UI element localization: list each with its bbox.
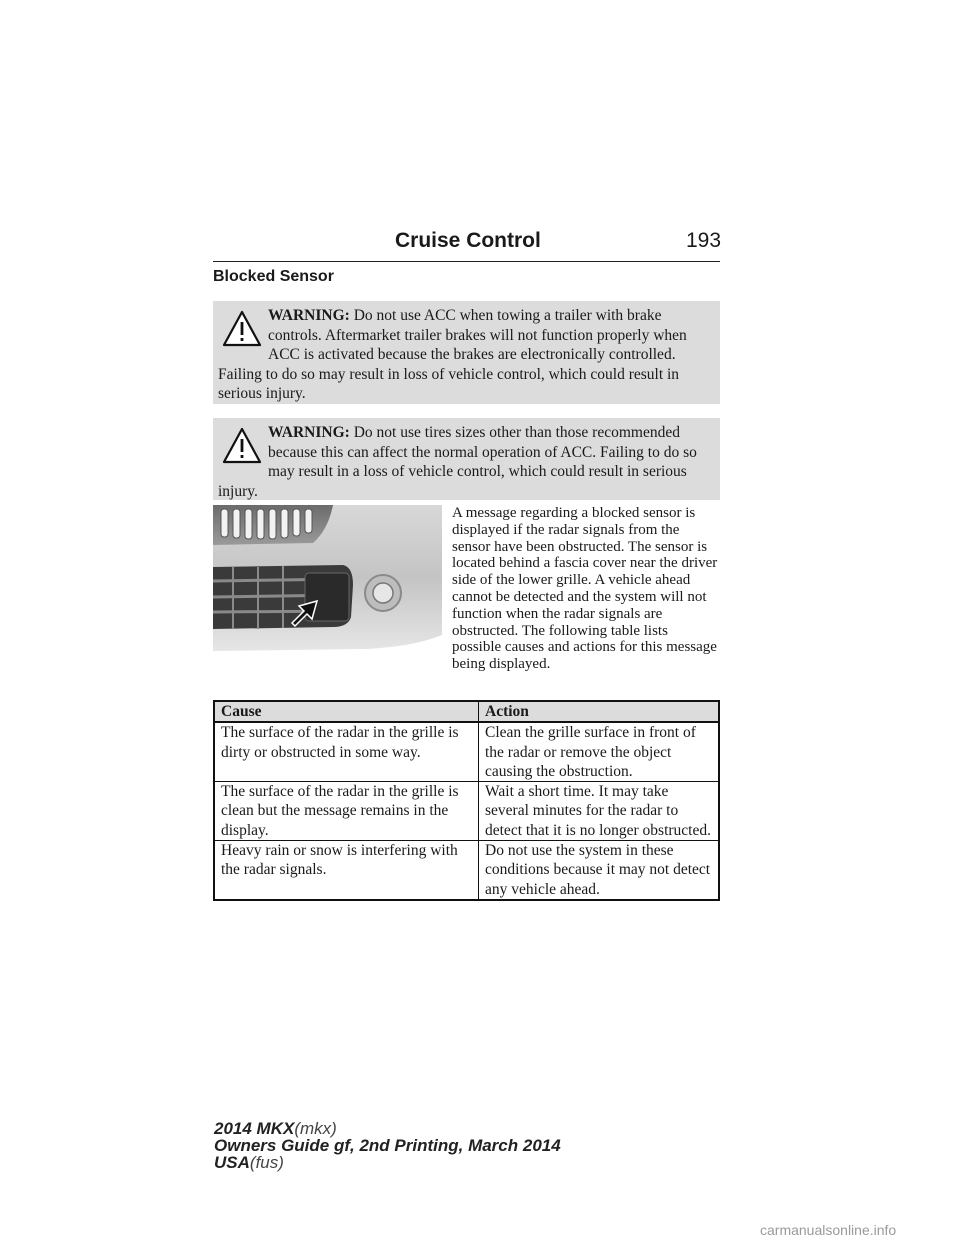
front-grille-sensor-illustration <box>213 505 442 655</box>
table-row <box>214 841 719 900</box>
warning-text: Do not use ACC when towing a trailer with brake controls. Aftermarket trailer brakes will not function properly when ACC is activated because the brakes are electronically controlled. Failing to do so may result in loss of vehicle control, which could result in serious injury. <box>218 307 687 402</box>
warning-box-tire-sizes <box>213 418 720 500</box>
action-cell: Wait a short time. It may take several minutes for the radar to detect that it is no longer obstructed. <box>479 782 720 841</box>
footer-model: 2014 MKX <box>214 1119 295 1138</box>
cause-cell: The surface of the radar in the grille is dirty or obstructed in some way. <box>214 722 479 781</box>
action-cell: Do not use the system in these conditions because it may not detect any vehicle ahead. <box>479 841 720 900</box>
warning-box-trailer-brakes <box>213 301 720 404</box>
watermark-link[interactable]: carmanualsonline.info <box>760 1222 897 1238</box>
warning-triangle-icon <box>222 426 262 466</box>
footer-model-code: (mkx) <box>294 1119 337 1138</box>
footer-region-code: (fus) <box>249 1153 284 1172</box>
warning-label: WARNING: <box>268 424 350 441</box>
footer-region-line <box>214 1154 561 1171</box>
document-footer <box>214 1120 561 1171</box>
table-row <box>214 722 719 781</box>
warning-text: Do not use tires sizes other than those recommended because this can affect the normal operation of ACC. Failing to do so may result in a loss of vehicle control, which could result in serious injury. <box>218 424 697 500</box>
blocked-sensor-description: A message regarding a blocked sensor is displayed if the radar signals from the sensor have been obstructed. The sensor is located behind a fascia cover near the driver side of the lower grille. A vehicle ahead cannot be detected and the system will not function when the radar signals are obstructed. The following table lists possible causes and actions for this message being displayed. <box>452 505 718 673</box>
action-cell: Clean the grille surface in front of the radar or remove the object causing the obstruction. <box>479 722 720 781</box>
header-divider <box>213 261 720 262</box>
column-header-cause: Cause <box>214 701 479 722</box>
footer-guide: Owners Guide gf, 2nd Printing, March 2014 <box>214 1136 561 1155</box>
footer-region: USA <box>214 1153 250 1172</box>
column-header-action: Action <box>479 701 720 722</box>
footer-model-line <box>214 1120 561 1137</box>
warning-triangle-icon <box>222 309 262 349</box>
section-heading: Blocked Sensor <box>213 268 334 285</box>
causes-actions-table <box>213 700 720 901</box>
footer-guide-line <box>214 1137 561 1154</box>
table-header-row <box>214 701 719 722</box>
page-number: 193 <box>686 229 722 252</box>
table-row <box>214 782 719 841</box>
warning-label: WARNING: <box>268 307 350 324</box>
cause-cell: Heavy rain or snow is interfering with the radar signals. <box>214 841 479 900</box>
page-title: Cruise Control <box>395 229 541 252</box>
cause-cell: The surface of the radar in the grille is clean but the message remains in the display. <box>214 782 479 841</box>
